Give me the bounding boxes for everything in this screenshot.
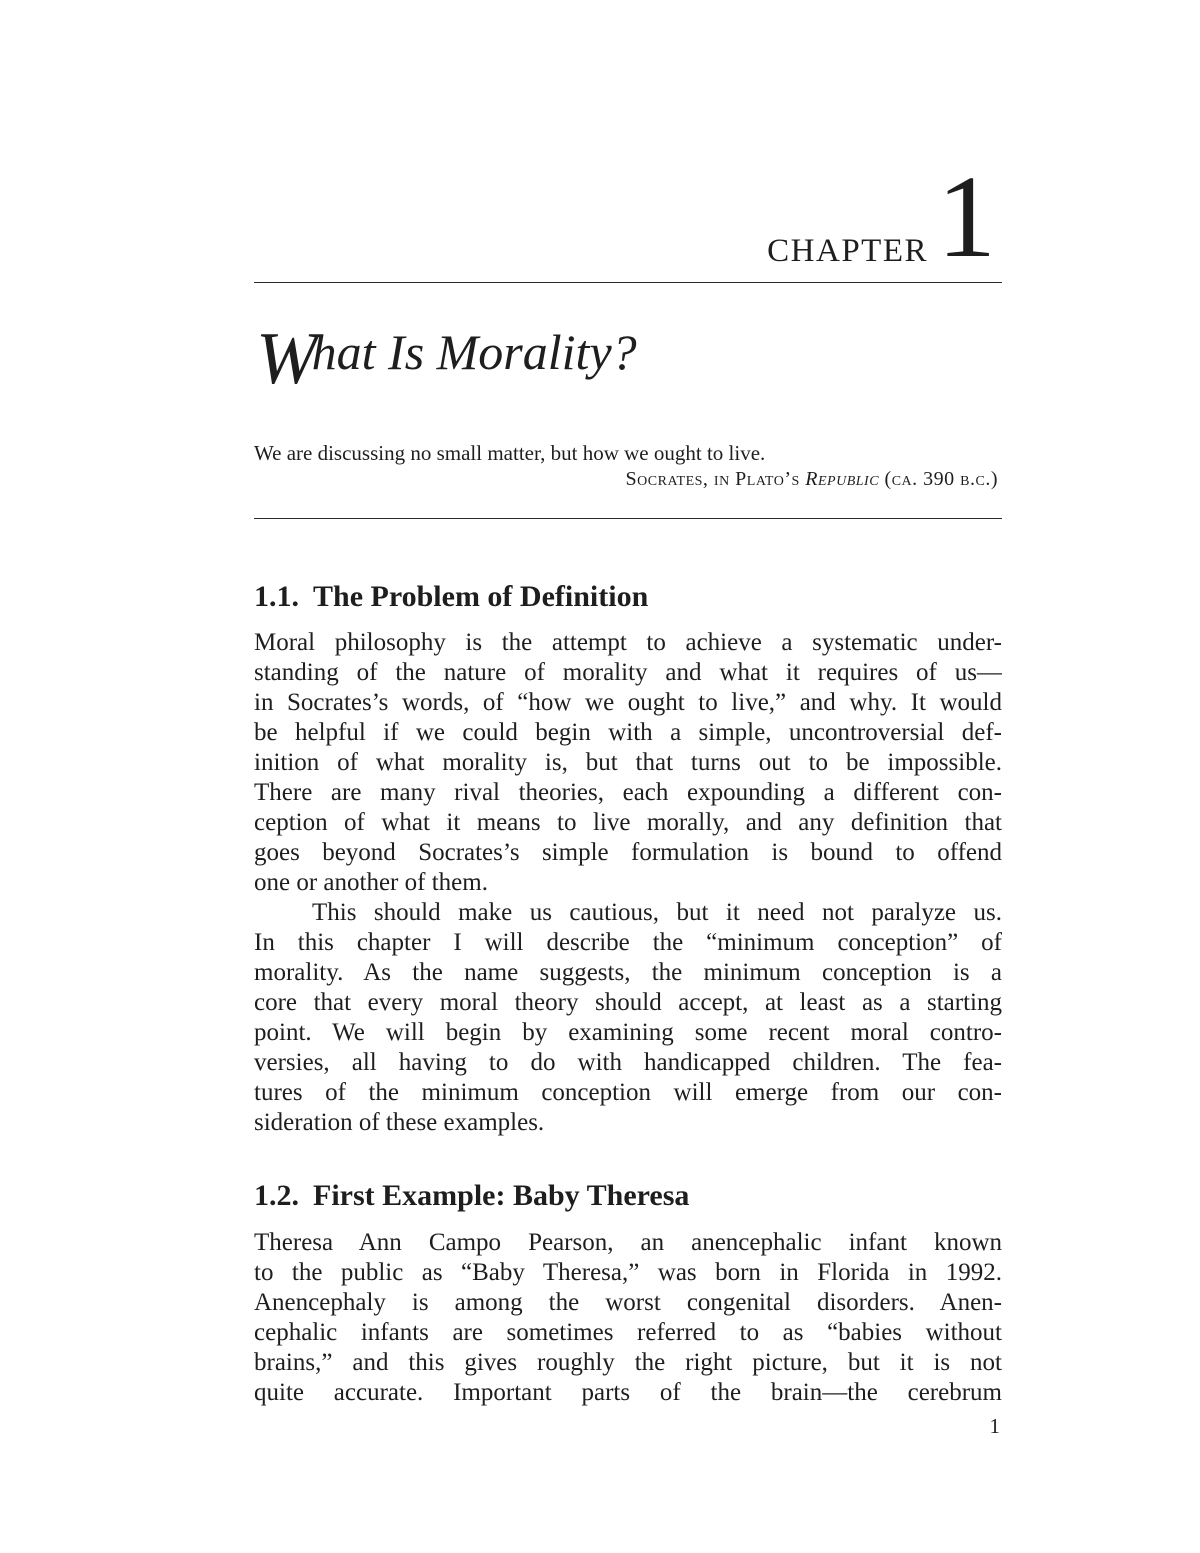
text-line: quite accurate. Important parts of the brain—the cerebrum — [254, 1379, 1002, 1406]
text-line: one or another of them. — [254, 869, 488, 896]
chapter-title-text: hat Is Morality? — [311, 324, 637, 380]
text-line: goes beyond Socrates’s simple formulation is bound to offend — [254, 839, 1002, 866]
chapter-title-initial: W — [256, 318, 318, 400]
text-line: This should make us cautious, but it need not paralyze us. — [312, 899, 1002, 926]
text-line: standing of the nature of morality and what it requires of us— — [254, 659, 1002, 686]
text-line: ception of what it means to live morally, and any definition that — [254, 809, 1002, 836]
section-title: The Problem of Definition — [313, 580, 649, 613]
section-title: First Example: Baby Theresa — [313, 1179, 690, 1212]
chapter-number: 1 — [937, 151, 996, 282]
text-line: In this chapter I will describe the “minimum conception” of — [254, 929, 1002, 956]
chapter-header — [254, 151, 1002, 283]
paragraph — [254, 628, 1002, 898]
text-line: be helpful if we could begin with a simple, uncontroversial def- — [254, 719, 1002, 746]
text-line: morality. As the name suggests, the minimum conception is a — [254, 959, 1002, 986]
text-line: Anencephaly is among the worst congenital disorders. Anen- — [254, 1289, 1002, 1316]
paragraph — [254, 898, 1002, 1138]
text-line: cephalic infants are sometimes referred to as “babies without — [254, 1319, 1002, 1346]
text-line: core that every moral theory should accept, at least as a starting — [254, 989, 1002, 1016]
text-line: tures of the minimum conception will emerge from our con- — [254, 1079, 1002, 1106]
text-line: versies, all having to do with handicapped children. The fea- — [254, 1049, 1002, 1076]
epigraph-attribution-prefix: Socrates, in Plato’s — [625, 468, 806, 490]
paragraph — [254, 1228, 1002, 1408]
section-number: 1.2. — [254, 1179, 299, 1212]
epigraph-attribution — [254, 466, 1002, 492]
text-line: inition of what morality is, but that turns out to be impossible. — [254, 749, 1002, 776]
chapter-label: CHAPTER — [767, 233, 928, 269]
text-line: sideration of these examples. — [254, 1109, 545, 1136]
text-line: There are many rival theories, each expounding a different con- — [254, 779, 1002, 806]
section-heading-1-2 — [254, 1181, 689, 1211]
epigraph — [254, 440, 1002, 519]
text-line: Theresa Ann Campo Pearson, an anencephalic infant known — [254, 1229, 1002, 1256]
epigraph-quote: We are discussing no small matter, but how we ought to live. — [254, 441, 766, 465]
text-line: Moral philosophy is the attempt to achieve a systematic under- — [254, 629, 1002, 656]
text-line: point. We will begin by examining some recent moral contro- — [254, 1019, 1002, 1046]
epigraph-attribution-suffix: (ca. 390 b.c.) — [879, 468, 998, 490]
chapter-title — [256, 318, 637, 400]
section-heading-1-1 — [254, 582, 648, 612]
epigraph-attribution-work: Republic — [805, 468, 880, 490]
text-line: to the public as “Baby Theresa,” was born in Florida in 1992. — [254, 1259, 1002, 1286]
section-number: 1.1. — [254, 580, 299, 613]
text-line: in Socrates’s words, of “how we ought to live,” and why. It would — [254, 689, 1002, 716]
page-number: 1 — [989, 1414, 1000, 1438]
book-page — [254, 0, 1002, 1553]
text-line: brains,” and this gives roughly the right picture, but it is not — [254, 1349, 1002, 1376]
